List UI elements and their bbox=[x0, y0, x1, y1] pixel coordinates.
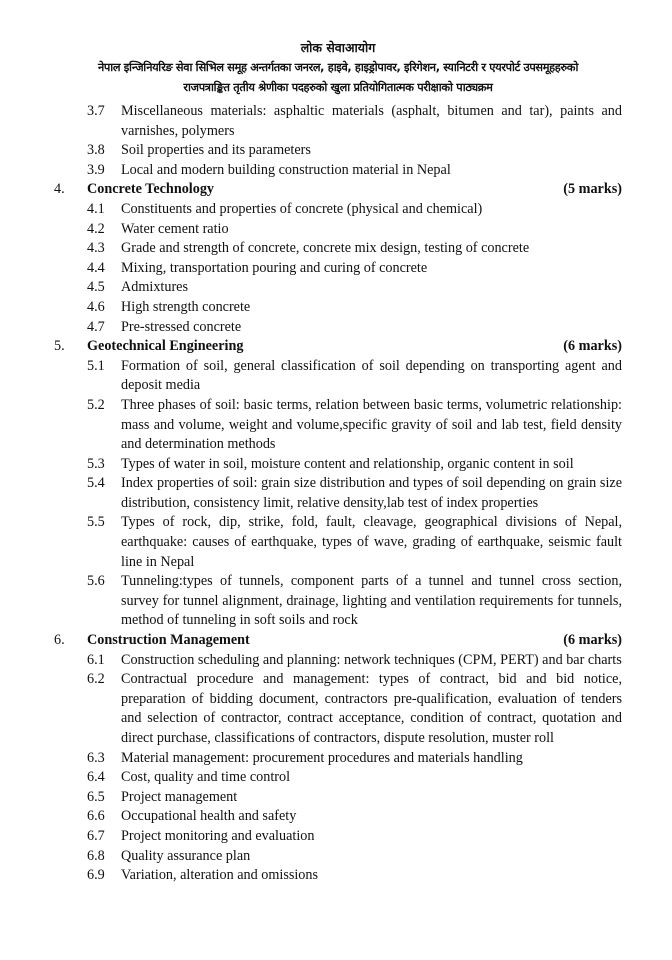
item-number: 3.9 bbox=[87, 161, 105, 178]
item-text: Water cement ratio bbox=[121, 220, 229, 237]
item-number: 5.1 bbox=[87, 357, 105, 374]
item-number: 6.3 bbox=[87, 749, 105, 766]
item-number: 6.2 bbox=[87, 671, 105, 688]
item-text: Soil properties and its parameters bbox=[121, 142, 311, 159]
item-text: Tunneling:types of tunnels, component parts of a tunnel and tunnel cross section, survey for tunnel alignment, drainage, lighting and ventilation requirements for tunnels, method of tunneling in soft soils and rock bbox=[121, 573, 622, 629]
list-item bbox=[54, 220, 622, 240]
section-marks: (6 marks) bbox=[563, 338, 622, 355]
item-text: Project management bbox=[121, 788, 238, 805]
section-number: 6. bbox=[54, 632, 65, 649]
item-number: 4.5 bbox=[87, 279, 105, 296]
syllabus-subtitle: नेपाल इन्जिनियरिङ सेवा सिभिल समूह अन्तर्गतका जनरल, हाइवे, हाइड्रोपावर, इरिगेशन, स्यानिटरी र एयरपोर्ट उपसमूहहरुको bbox=[97, 61, 579, 74]
list-item bbox=[54, 847, 622, 867]
list-item bbox=[54, 396, 622, 455]
item-text: Grade and strength of concrete, concrete mix design, testing of concrete bbox=[121, 240, 530, 257]
list-item bbox=[54, 670, 622, 748]
page-header bbox=[54, 38, 622, 98]
item-text: Constituents and properties of concrete (physical and chemical) bbox=[121, 200, 483, 217]
item-text: Local and modern building construction material in Nepal bbox=[121, 161, 451, 178]
section-marks: (6 marks) bbox=[563, 632, 622, 649]
item-text: Miscellaneous materials: asphaltic materials (asphalt, bitumen and tar), paints and varnishes, polymers bbox=[121, 103, 622, 139]
item-number: 5.3 bbox=[87, 455, 105, 472]
list-item bbox=[54, 455, 622, 475]
syllabus-sections bbox=[54, 180, 622, 885]
continued-items bbox=[54, 102, 622, 180]
item-number: 5.6 bbox=[87, 573, 105, 590]
item-number: 6.8 bbox=[87, 847, 105, 864]
list-item bbox=[54, 141, 622, 161]
item-text: Material management: procurement procedures and materials handling bbox=[121, 749, 523, 766]
list-item bbox=[54, 768, 622, 788]
section-title: Construction Management bbox=[87, 632, 250, 649]
item-number: 6.7 bbox=[87, 827, 105, 844]
list-item bbox=[54, 259, 622, 279]
list-item bbox=[54, 572, 622, 631]
section-number: 5. bbox=[54, 338, 65, 355]
list-item bbox=[54, 239, 622, 259]
list-item bbox=[54, 788, 622, 808]
list-item bbox=[54, 866, 622, 886]
item-number: 6.1 bbox=[87, 651, 105, 668]
list-item bbox=[54, 278, 622, 298]
item-number: 4.4 bbox=[87, 259, 105, 276]
item-text: Variation, alteration and omissions bbox=[121, 867, 319, 884]
item-number: 3.8 bbox=[87, 142, 105, 159]
item-text: Pre-stressed concrete bbox=[121, 318, 242, 335]
section-marks: (5 marks) bbox=[563, 181, 622, 198]
list-item bbox=[54, 200, 622, 220]
item-text: Quality assurance plan bbox=[121, 847, 251, 864]
list-item bbox=[54, 651, 622, 671]
item-number: 4.1 bbox=[87, 200, 105, 217]
section bbox=[54, 631, 622, 886]
item-number: 6.5 bbox=[87, 788, 105, 805]
list-item bbox=[54, 298, 622, 318]
section-heading bbox=[54, 337, 622, 357]
section-heading bbox=[54, 631, 622, 651]
section bbox=[54, 180, 622, 337]
list-item bbox=[54, 102, 622, 141]
item-number: 5.2 bbox=[87, 396, 105, 413]
item-text: Cost, quality and time control bbox=[121, 769, 291, 786]
list-item bbox=[54, 827, 622, 847]
item-number: 5.5 bbox=[87, 514, 105, 531]
item-number: 4.6 bbox=[87, 298, 105, 315]
syllabus-subtitle-2: राजपत्राङ्कित तृतीय श्रेणीका पदहरुको खुला प्रतियोगितात्मक परीक्षाको पाठ्यक्रम bbox=[183, 81, 493, 94]
item-text: Index properties of soil: grain size distribution and types of soil depending on grain size distribution, consistency limit, relative density,lab test of index properties bbox=[121, 475, 622, 511]
list-item bbox=[54, 513, 622, 572]
item-text: Occupational health and safety bbox=[121, 808, 297, 825]
item-text: Project monitoring and evaluation bbox=[121, 827, 315, 844]
item-text: Contractual procedure and management: types of contract, bid and bid notice, preparation of bidding document, contractors pre-qualification, evaluation of tenders and selection of contractor, contract acceptance, condition of contract, quotation and direct purchase, classifications of contractors, dispute resolution, muster roll bbox=[121, 671, 622, 746]
item-text: High strength concrete bbox=[121, 298, 251, 315]
list-item bbox=[54, 357, 622, 396]
item-text: Types of rock, dip, strike, fold, fault, cleavage, geographical divisions of Nepal, earthquake: causes of earthquake, types of wave, grading of earthquake, seismic fault line in Nepal bbox=[121, 514, 622, 570]
list-item bbox=[54, 474, 622, 513]
item-number: 4.3 bbox=[87, 240, 105, 257]
item-number: 4.2 bbox=[87, 220, 105, 237]
commission-title: लोक सेवाआयोग bbox=[300, 40, 376, 55]
list-item bbox=[54, 318, 622, 338]
item-number: 6.4 bbox=[87, 769, 105, 786]
section bbox=[54, 337, 622, 631]
section-title: Concrete Technology bbox=[87, 181, 215, 198]
item-text: Construction scheduling and planning: network techniques (CPM, PERT) and bar charts bbox=[121, 651, 622, 668]
section-number: 4. bbox=[54, 181, 65, 198]
section-heading bbox=[54, 180, 622, 200]
item-text: Admixtures bbox=[121, 279, 188, 296]
item-number: 6.6 bbox=[87, 808, 105, 825]
list-item bbox=[54, 161, 622, 181]
list-item bbox=[54, 807, 622, 827]
item-number: 6.9 bbox=[87, 867, 105, 884]
item-number: 4.7 bbox=[87, 318, 105, 335]
syllabus-content bbox=[54, 102, 622, 886]
item-text: Three phases of soil: basic terms, relation between basic terms, volumetric relationship: mass and volume, weight and volume,specific gravity of soil and lab test, field density and determination methods bbox=[121, 396, 622, 453]
item-text: Types of water in soil, moisture content and relationship, organic content in soil bbox=[121, 455, 574, 472]
section-title: Geotechnical Engineering bbox=[87, 338, 244, 355]
item-text: Formation of soil, general classification of soil depending on transporting agent and deposit media bbox=[121, 357, 622, 394]
item-number: 3.7 bbox=[87, 103, 105, 119]
item-number: 5.4 bbox=[87, 475, 105, 492]
item-text: Mixing, transportation pouring and curing of concrete bbox=[121, 259, 428, 276]
list-item bbox=[54, 749, 622, 769]
